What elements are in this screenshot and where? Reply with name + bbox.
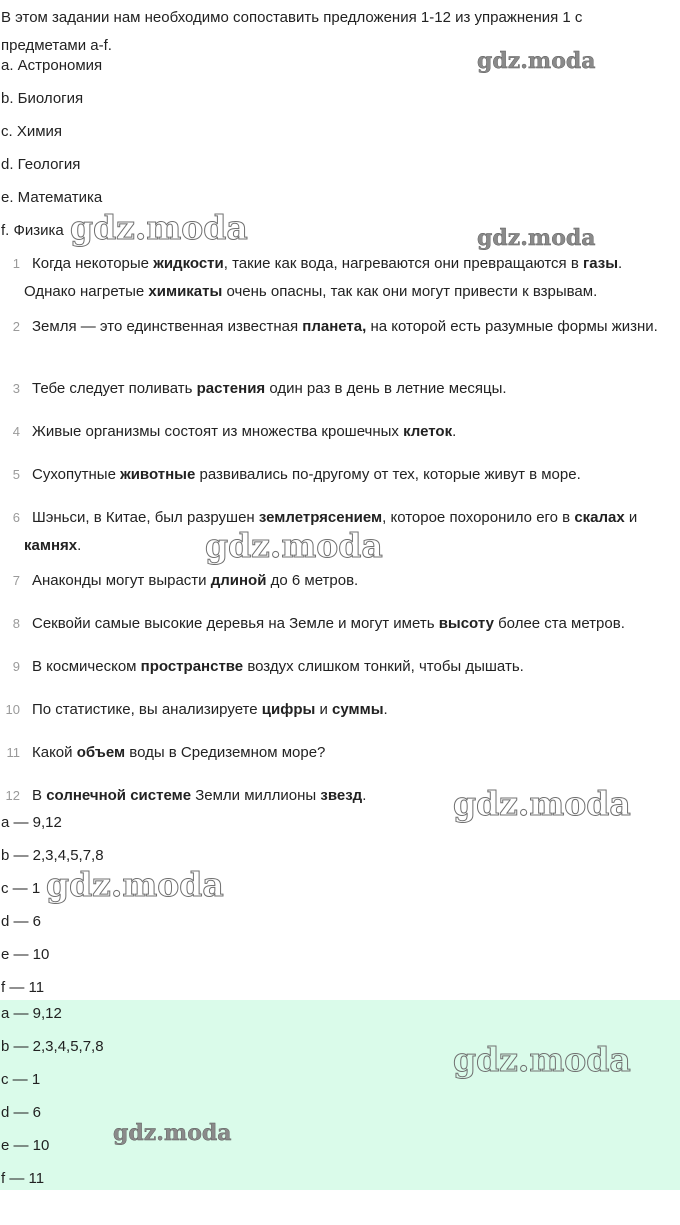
- subject-item: a. Астрономия: [1, 57, 103, 74]
- answer-item: a — 9,12: [1, 814, 62, 831]
- answer-item: d — 6: [1, 913, 42, 930]
- watermark-logo: gdz.moda: [477, 225, 596, 251]
- sentence-text: [24, 461, 676, 489]
- answer-item: b — 2,3,4,5,7,8: [1, 847, 104, 864]
- sentence-fragment: , такие как вода, нагреваются они превращаются в: [223, 255, 583, 272]
- answer-item: e — 10: [1, 946, 50, 963]
- keyword: звезд: [320, 787, 363, 804]
- sentence-fragment: и: [315, 701, 333, 718]
- sentence-number: 8: [12, 616, 20, 631]
- sentence-text: [24, 610, 676, 638]
- sentence-text: [24, 696, 676, 724]
- sentence-number: 1: [12, 256, 20, 271]
- watermark-logo: gdz.moda: [46, 865, 224, 904]
- sentence-number: 2: [12, 319, 20, 334]
- sentence-fragment: .: [383, 701, 388, 718]
- sentence-fragment: , которое похоронило его в: [382, 509, 575, 526]
- subject-item: b. Биология: [1, 90, 84, 107]
- sentence-text: [24, 418, 676, 446]
- sentence-fragment: один раз в день в летние месяцы.: [265, 380, 507, 397]
- sentence-fragment: .: [77, 537, 82, 554]
- sentence-fragment: .: [452, 423, 457, 440]
- sentence-fragment: на которой есть разумные формы жизни.: [366, 318, 658, 335]
- subject-item: e. Математика: [1, 189, 103, 206]
- subject-item: d. Геология: [1, 156, 81, 173]
- sentence-fragment: до 6 метров.: [266, 572, 359, 589]
- answer-box: [0, 1000, 680, 1190]
- sentence-text: [24, 782, 676, 810]
- sentence-text: [24, 313, 676, 341]
- subject-item: f. Физика: [1, 222, 64, 239]
- watermark-logo: gdz.moda: [70, 208, 248, 247]
- keyword: камнях: [24, 537, 78, 554]
- watermark-logo: gdz.moda: [113, 1120, 232, 1146]
- keyword: цифры: [261, 701, 316, 718]
- answer-item: c — 1: [1, 880, 41, 897]
- keyword: газы: [583, 255, 619, 272]
- sentence-fragment: Тебе следует поливать: [32, 380, 197, 397]
- keyword: планета,: [302, 318, 367, 335]
- answer-item: b — 2,3,4,5,7,8: [1, 1038, 104, 1055]
- watermark-logo: gdz.moda: [477, 48, 596, 74]
- sentence-text: [24, 567, 676, 595]
- sentence-number: 12: [5, 788, 20, 803]
- sentence-fragment: развивались по-другому от тех, которые живут в море.: [195, 466, 581, 483]
- sentence-fragment: Земли миллионы: [191, 787, 321, 804]
- keyword: солнечной системе: [46, 787, 192, 804]
- sentence-fragment: Анаконды могут вырасти: [32, 572, 211, 589]
- sentence-number: 6: [12, 510, 20, 525]
- sentence-fragment: .: [362, 787, 367, 804]
- answer-item: c — 1: [1, 1071, 41, 1088]
- keyword: длиной: [210, 572, 267, 589]
- keyword: пространстве: [140, 658, 244, 675]
- sentence-number: 10: [5, 702, 20, 717]
- sentence-fragment: Сухопутные: [32, 466, 121, 483]
- keyword: скалах: [574, 509, 625, 526]
- sentence-number: 9: [12, 659, 20, 674]
- sentence-text: [24, 653, 676, 681]
- sentence-number: 7: [12, 573, 20, 588]
- keyword: объем: [76, 744, 126, 761]
- keyword: землетрясением: [258, 509, 383, 526]
- sentence-fragment: По статистике, вы анализируете: [32, 701, 262, 718]
- answer-item: f — 11: [1, 979, 45, 996]
- sentence-text: [24, 250, 676, 306]
- keyword: растения: [196, 380, 266, 397]
- sentence-fragment: воздух слишком тонкий, чтобы дышать.: [243, 658, 524, 675]
- sentence-fragment: . Однако нагретые: [24, 255, 623, 300]
- sentence-text: [24, 739, 676, 767]
- keyword: химикаты: [148, 283, 223, 300]
- sentence-number: 4: [12, 424, 20, 439]
- sentence-fragment: Секвойи самые высокие деревья на Земле и могут иметь: [32, 615, 439, 632]
- sentence-fragment: очень опасны, так как они могут привести к взрывам.: [222, 283, 598, 300]
- sentence-number: 11: [6, 745, 20, 760]
- keyword: животные: [120, 466, 196, 483]
- sentence-fragment: Какой: [32, 744, 77, 761]
- keyword: жидкости: [153, 255, 224, 272]
- sentence-fragment: и: [624, 509, 638, 526]
- sentence-number: 3: [12, 381, 20, 396]
- sentence-fragment: Когда некоторые: [32, 255, 154, 272]
- sentence-text: [24, 504, 676, 560]
- sentence-number: 5: [12, 467, 20, 482]
- sentence-fragment: В: [32, 787, 47, 804]
- sentence-fragment: Живые организмы состоят из множества крошечных: [32, 423, 404, 440]
- sentence-fragment: более ста метров.: [493, 615, 625, 632]
- sentence-fragment: Шэньси, в Китае, был разрушен: [32, 509, 259, 526]
- watermark-logo: gdz.moda: [453, 784, 631, 823]
- answer-item: a — 9,12: [1, 1005, 62, 1022]
- sentence-fragment: В космическом: [32, 658, 141, 675]
- sentence-fragment: Земля — это единственная известная: [32, 318, 303, 335]
- sentence-text: [24, 375, 676, 403]
- answer-item: d — 6: [1, 1104, 42, 1121]
- watermark-logo: gdz.moda: [205, 526, 383, 565]
- sentence-fragment: воды в Средиземном море?: [125, 744, 326, 761]
- keyword: клеток: [403, 423, 453, 440]
- keyword: высоту: [438, 615, 494, 632]
- intro-text: В этом задании нам необходимо сопоставить предложения 1-12 из упражнения 1 с предметами a-f.: [1, 9, 583, 54]
- answer-item: f — 11: [1, 1170, 45, 1187]
- subject-item: c. Химия: [1, 123, 63, 140]
- answer-item: e — 10: [1, 1137, 50, 1154]
- keyword: суммы: [332, 701, 384, 718]
